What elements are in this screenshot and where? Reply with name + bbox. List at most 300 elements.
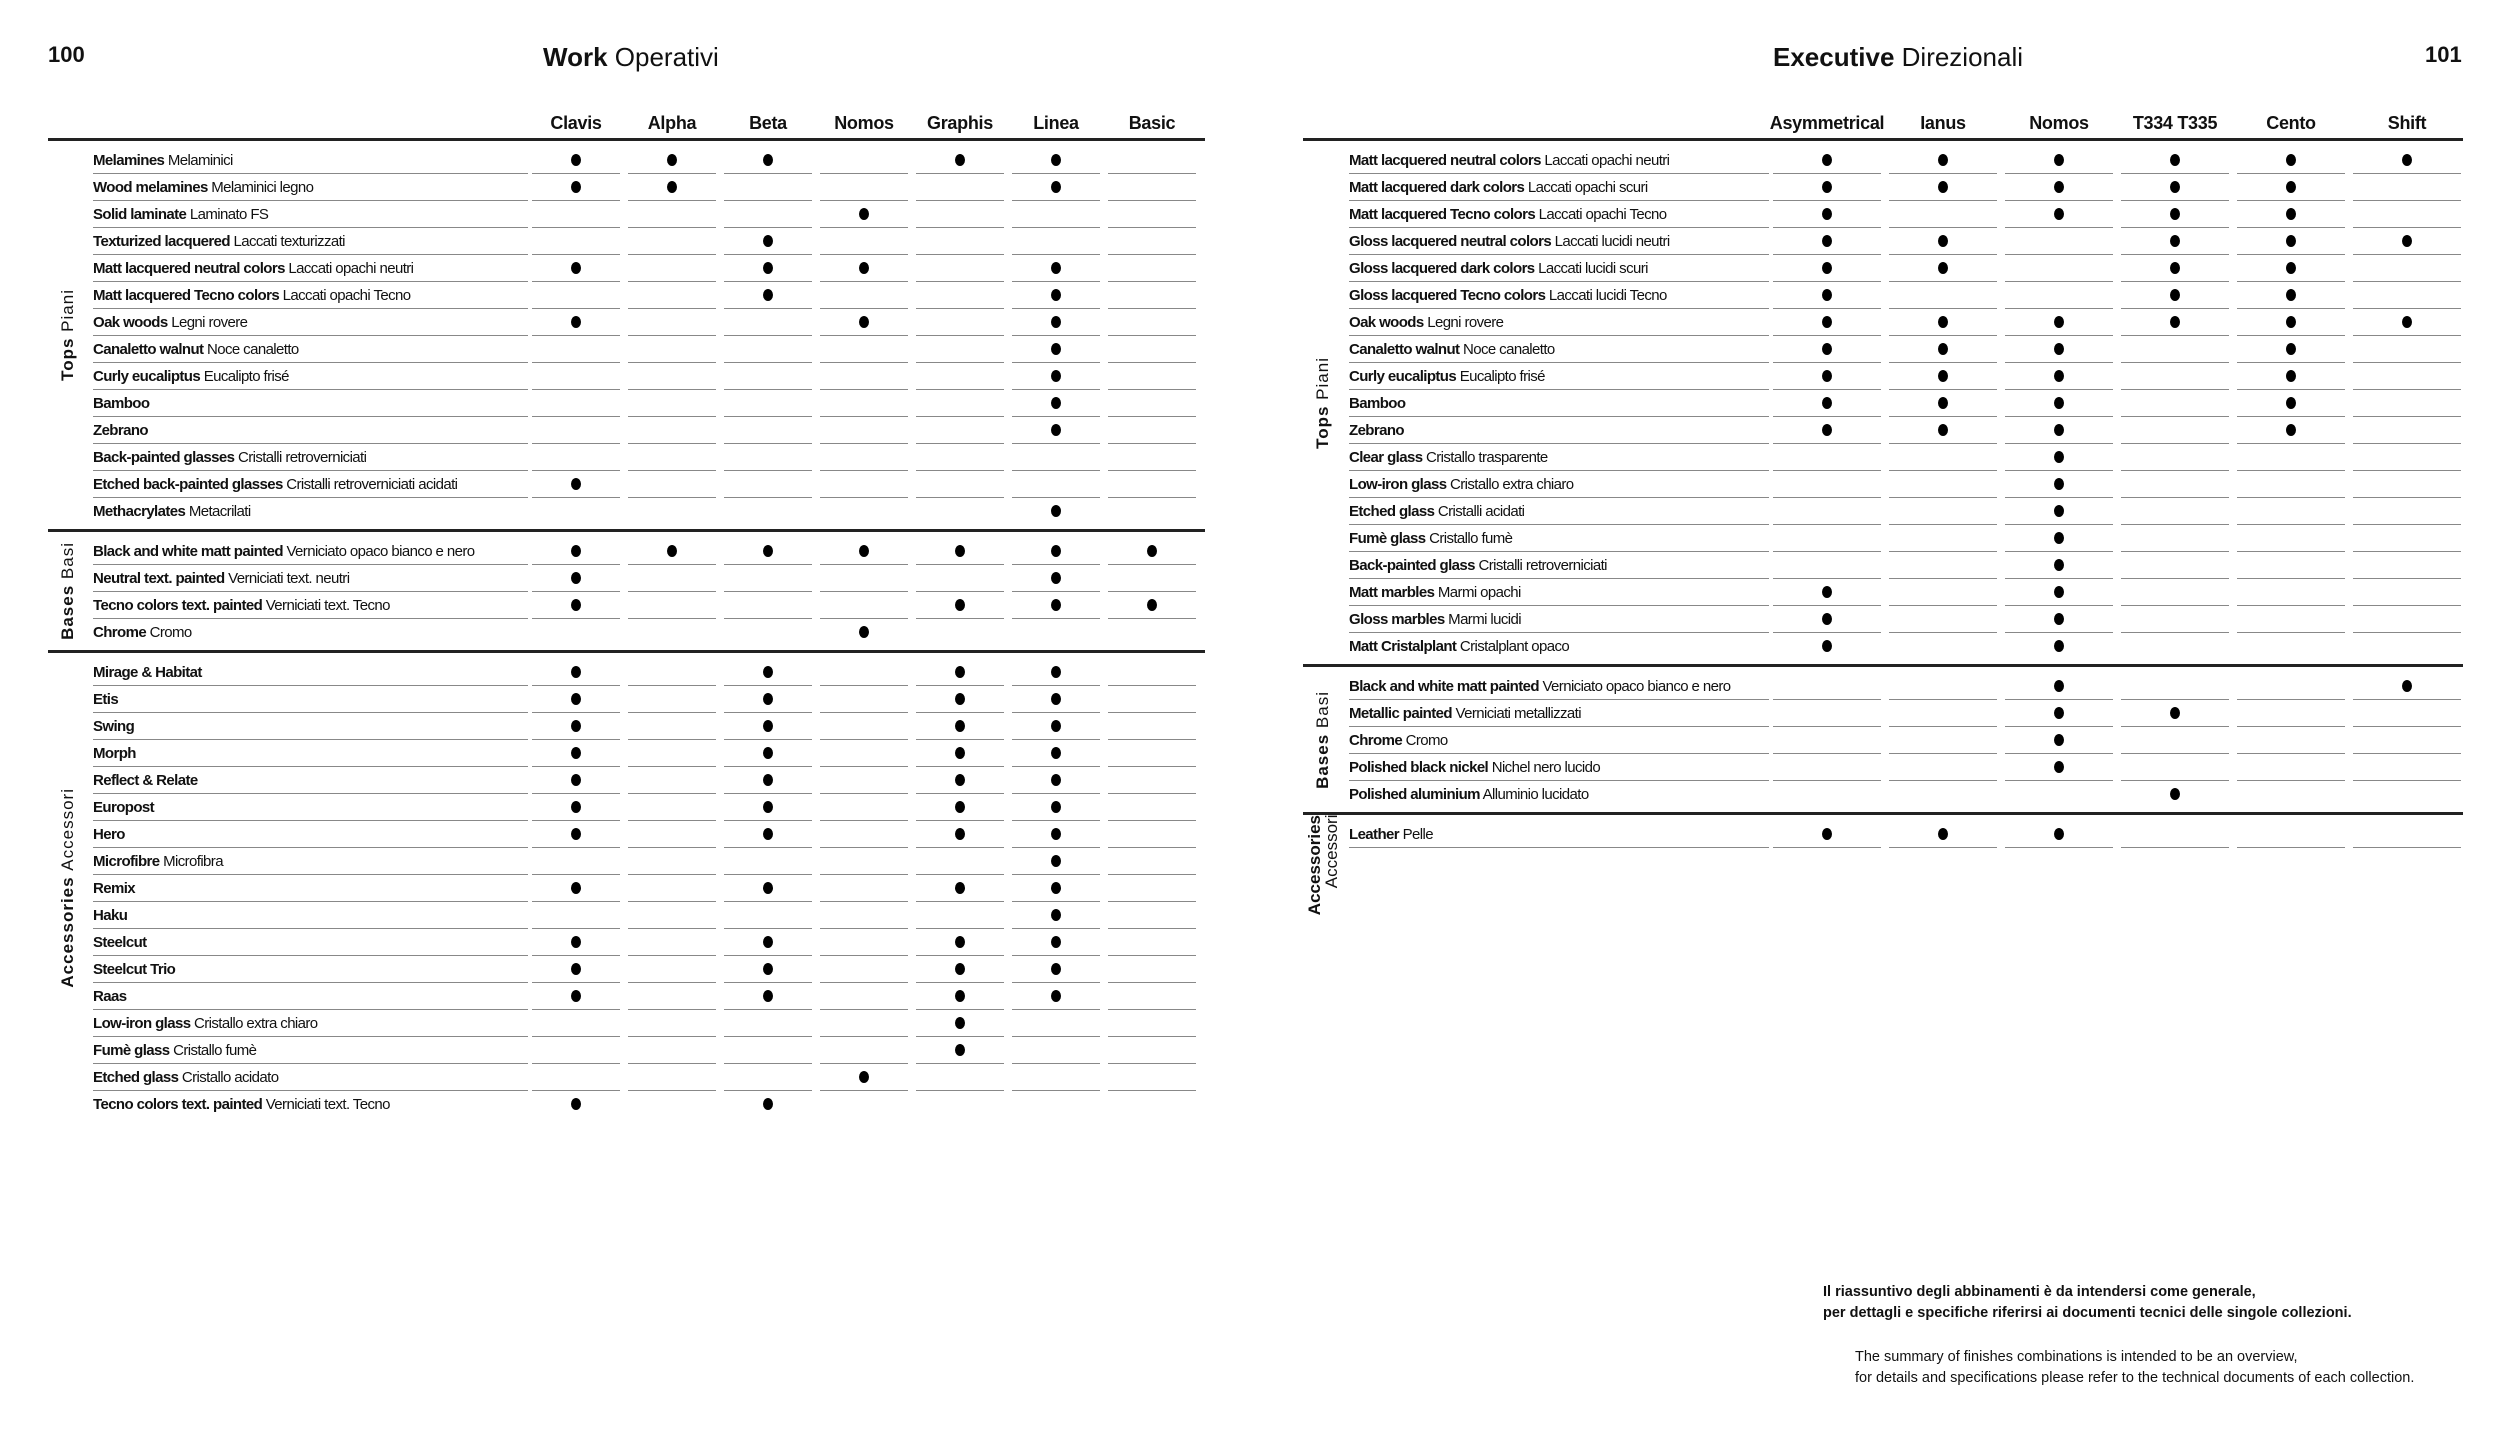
availability-cell <box>820 538 908 565</box>
available-dot-icon <box>859 545 869 557</box>
availability-cell <box>2237 228 2345 255</box>
available-dot-icon <box>571 990 581 1002</box>
table-row <box>48 956 1205 983</box>
section-label-en: Tops <box>58 337 77 381</box>
finish-name <box>93 201 528 228</box>
table-row <box>48 659 1205 686</box>
availability-cell <box>2237 417 2345 444</box>
availability-cell <box>2121 363 2229 390</box>
availability-cell <box>532 848 620 875</box>
available-dot-icon <box>2170 181 2180 193</box>
finish-name-en: Matt lacquered dark colors <box>1349 179 1525 196</box>
availability-cell <box>1108 390 1196 417</box>
availability-cell <box>2005 282 2113 309</box>
finish-name-en: Gloss lacquered dark colors <box>1349 260 1535 277</box>
available-dot-icon <box>2054 451 2064 463</box>
availability-cell <box>628 1010 716 1037</box>
availability-cell <box>1012 902 1100 929</box>
available-dot-icon <box>1051 424 1061 436</box>
availability-cell <box>2005 471 2113 498</box>
finish-name-en: Steelcut Trio <box>93 961 176 978</box>
availability-cell <box>916 619 1004 646</box>
finish-name <box>93 363 528 390</box>
availability-cell <box>2121 417 2229 444</box>
availability-cell <box>2005 633 2113 660</box>
availability-cell <box>820 147 908 174</box>
availability-cell <box>2237 673 2345 700</box>
finish-name-en: Matt Cristalplant <box>1349 638 1457 655</box>
availability-cell <box>1108 201 1196 228</box>
availability-cell <box>820 659 908 686</box>
column-header: Cento <box>2266 112 2316 133</box>
availability-cell <box>1012 174 1100 201</box>
finish-name-en: Curly eucaliptus <box>1349 368 1457 385</box>
availability-cell <box>1773 174 1881 201</box>
availability-cell <box>628 498 716 525</box>
table-row <box>48 390 1205 417</box>
availability-cell <box>532 255 620 282</box>
availability-cell <box>628 875 716 902</box>
table-row <box>1303 255 2465 282</box>
finish-name-en: Polished aluminium <box>1349 786 1480 803</box>
table-row <box>48 336 1205 363</box>
available-dot-icon <box>2054 154 2064 166</box>
table-row <box>1303 417 2465 444</box>
availability-cell <box>820 848 908 875</box>
availability-cell <box>820 201 908 228</box>
table-row <box>1303 363 2465 390</box>
available-dot-icon <box>2286 424 2296 436</box>
availability-cell <box>532 767 620 794</box>
available-dot-icon <box>955 882 965 894</box>
available-dot-icon <box>667 181 677 193</box>
finish-name <box>93 1037 528 1064</box>
finish-name-en: Matt lacquered neutral colors <box>1349 152 1541 169</box>
availability-cell <box>2005 821 2113 848</box>
section-label-text <box>58 788 78 988</box>
availability-cell <box>2237 606 2345 633</box>
available-dot-icon <box>2054 370 2064 382</box>
available-dot-icon <box>1051 774 1061 786</box>
available-dot-icon <box>571 154 581 166</box>
page-title-right <box>1773 42 2023 73</box>
availability-cell <box>532 686 620 713</box>
table-row <box>48 282 1205 309</box>
availability-cell <box>1012 659 1100 686</box>
finish-name <box>1349 579 1769 606</box>
availability-cell <box>532 471 620 498</box>
finish-name-en: Mirage & Habitat <box>93 664 202 681</box>
availability-cell <box>628 255 716 282</box>
available-dot-icon <box>2170 154 2180 166</box>
availability-cell <box>1012 282 1100 309</box>
table-row <box>48 767 1205 794</box>
table-row <box>1303 471 2465 498</box>
availability-cell <box>532 929 620 956</box>
finish-name-it: Laccati opachi neutri <box>288 260 414 277</box>
availability-cell <box>724 848 812 875</box>
availability-cell <box>2121 673 2229 700</box>
availability-cell <box>2005 147 2113 174</box>
availability-cell <box>2005 781 2113 808</box>
available-dot-icon <box>763 936 773 948</box>
title-bold: Work <box>543 42 608 72</box>
section-label-en: Bases <box>58 584 77 640</box>
availability-cell <box>1889 336 1997 363</box>
finish-name-en: Black and white matt painted <box>1349 678 1539 695</box>
available-dot-icon <box>1822 586 1832 598</box>
available-dot-icon <box>763 235 773 247</box>
availability-cell <box>820 767 908 794</box>
finish-name-en: Europost <box>93 799 155 816</box>
availability-cell <box>628 565 716 592</box>
finish-name <box>93 592 528 619</box>
table-row <box>48 309 1205 336</box>
availability-cell <box>532 538 620 565</box>
available-dot-icon <box>2170 262 2180 274</box>
availability-cell <box>2121 821 2229 848</box>
available-dot-icon <box>1938 828 1948 840</box>
available-dot-icon <box>859 316 869 328</box>
table-row <box>1303 700 2465 727</box>
availability-cell <box>1012 686 1100 713</box>
available-dot-icon <box>571 666 581 678</box>
availability-cell <box>724 471 812 498</box>
finish-name-en: Melamines <box>93 152 165 169</box>
availability-cell <box>2353 309 2461 336</box>
availability-cell <box>724 336 812 363</box>
finish-name-it: Cristallo extra chiaro <box>194 1015 318 1032</box>
finish-name-en: Hero <box>93 826 125 843</box>
finish-name-en: Back-painted glass <box>1349 557 1475 574</box>
availability-cell <box>1773 606 1881 633</box>
availability-cell <box>724 174 812 201</box>
table-row <box>48 1037 1205 1064</box>
availability-cell <box>820 309 908 336</box>
availability-cell <box>1773 417 1881 444</box>
finish-name-it: Laccati texturizzati <box>233 233 345 250</box>
availability-cell <box>1012 201 1100 228</box>
available-dot-icon <box>571 720 581 732</box>
table-row <box>48 1010 1205 1037</box>
finishes-table-work <box>48 108 1205 1122</box>
available-dot-icon <box>2170 235 2180 247</box>
availability-cell <box>724 767 812 794</box>
availability-cell <box>628 538 716 565</box>
table-row <box>48 848 1205 875</box>
available-dot-icon <box>571 572 581 584</box>
availability-cell <box>820 255 908 282</box>
availability-cell <box>628 336 716 363</box>
section-piani <box>1303 141 2463 667</box>
section-label <box>1303 141 1343 664</box>
availability-cell <box>2237 727 2345 754</box>
available-dot-icon <box>1051 963 1061 975</box>
availability-cell <box>1773 498 1881 525</box>
availability-cell <box>1012 309 1100 336</box>
available-dot-icon <box>571 316 581 328</box>
table-row <box>48 538 1205 565</box>
availability-cell <box>916 794 1004 821</box>
section-label <box>48 532 88 650</box>
availability-cell <box>628 309 716 336</box>
availability-cell <box>1108 767 1196 794</box>
availability-cell <box>1012 417 1100 444</box>
availability-cell <box>916 471 1004 498</box>
finish-name-en: Polished black nickel <box>1349 759 1489 776</box>
availability-cell <box>2121 390 2229 417</box>
availability-cell <box>532 228 620 255</box>
availability-cell <box>820 740 908 767</box>
availability-cell <box>628 686 716 713</box>
availability-cell <box>532 821 620 848</box>
note-line: The summary of finishes combinations is intended to be an overview, <box>1855 1349 2298 1365</box>
available-dot-icon <box>1822 613 1832 625</box>
table-row <box>1303 606 2465 633</box>
note-line: per dettagli e specifiche riferirsi ai documenti tecnici delle singole collezioni. <box>1823 1305 2352 1321</box>
availability-cell <box>628 767 716 794</box>
availability-cell <box>1108 686 1196 713</box>
availability-cell <box>1012 983 1100 1010</box>
availability-cell <box>1773 336 1881 363</box>
available-dot-icon <box>1822 424 1832 436</box>
available-dot-icon <box>2170 208 2180 220</box>
available-dot-icon <box>1051 262 1061 274</box>
finish-name-it: Cristallo fumè <box>1429 530 1513 547</box>
section-label-it: Basi <box>58 542 77 580</box>
finish-name-en: Etched glass <box>1349 503 1435 520</box>
available-dot-icon <box>955 545 965 557</box>
available-dot-icon <box>955 801 965 813</box>
available-dot-icon <box>571 693 581 705</box>
finish-name <box>1349 147 1769 174</box>
availability-cell <box>2237 700 2345 727</box>
available-dot-icon <box>1051 747 1061 759</box>
finish-name-it: Noce canaletto <box>207 341 299 358</box>
finish-name-en: Canaletto walnut <box>1349 341 1460 358</box>
availability-cell <box>916 444 1004 471</box>
finish-name <box>1349 606 1769 633</box>
availability-cell <box>916 767 1004 794</box>
section-label-it: Basi <box>1313 690 1332 728</box>
finish-name-en: Matt lacquered Tecno colors <box>1349 206 1536 223</box>
availability-cell <box>820 228 908 255</box>
finish-name-en: Leather <box>1349 826 1399 843</box>
available-dot-icon <box>1938 424 1948 436</box>
availability-cell <box>1889 781 1997 808</box>
finish-name-it: Cristalli retroverniciati <box>237 449 367 466</box>
availability-cell <box>2353 417 2461 444</box>
availability-cell <box>1012 1091 1100 1118</box>
page-number-right: 101 <box>2425 42 2462 67</box>
available-dot-icon <box>2054 478 2064 490</box>
availability-cell <box>820 444 908 471</box>
availability-cell <box>1108 875 1196 902</box>
availability-cell <box>1012 538 1100 565</box>
available-dot-icon <box>2286 370 2296 382</box>
availability-cell <box>628 592 716 619</box>
availability-cell <box>1773 579 1881 606</box>
available-dot-icon <box>859 626 869 638</box>
availability-cell <box>2005 498 2113 525</box>
availability-cell <box>1012 336 1100 363</box>
availability-cell <box>1012 875 1100 902</box>
finish-name-en: Neutral text. painted <box>93 570 225 587</box>
availability-cell <box>628 821 716 848</box>
availability-cell <box>628 929 716 956</box>
title-light: Operativi <box>614 42 719 72</box>
availability-cell <box>2237 552 2345 579</box>
available-dot-icon <box>571 545 581 557</box>
section-label-text <box>1306 815 1340 915</box>
availability-cell <box>2121 147 2229 174</box>
finish-name-en: Matt marbles <box>1349 584 1435 601</box>
availability-cell <box>916 565 1004 592</box>
finish-name-it: Verniciati metallizzati <box>1455 705 1581 722</box>
availability-cell <box>1108 147 1196 174</box>
availability-cell <box>820 1064 908 1091</box>
availability-cell <box>1012 390 1100 417</box>
available-dot-icon <box>955 936 965 948</box>
availability-cell <box>820 713 908 740</box>
available-dot-icon <box>1822 316 1832 328</box>
table-row <box>1303 821 2465 848</box>
availability-cell <box>2005 727 2113 754</box>
available-dot-icon <box>955 774 965 786</box>
availability-cell <box>1108 659 1196 686</box>
availability-cell <box>2353 700 2461 727</box>
availability-cell <box>2237 525 2345 552</box>
section-label-it: Piani <box>1313 356 1332 400</box>
availability-cell <box>2237 754 2345 781</box>
table-row <box>1303 390 2465 417</box>
available-dot-icon <box>1051 289 1061 301</box>
available-dot-icon <box>1051 370 1061 382</box>
availability-cell <box>1012 1064 1100 1091</box>
availability-cell <box>2237 579 2345 606</box>
availability-cell <box>1012 228 1100 255</box>
availability-cell <box>2353 444 2461 471</box>
availability-cell <box>820 282 908 309</box>
finish-name <box>1349 498 1769 525</box>
availability-cell <box>532 147 620 174</box>
availability-cell <box>1108 619 1196 646</box>
available-dot-icon <box>1051 572 1061 584</box>
available-dot-icon <box>2286 316 2296 328</box>
availability-cell <box>532 983 620 1010</box>
available-dot-icon <box>1938 397 1948 409</box>
availability-cell <box>1108 821 1196 848</box>
section-basi <box>1303 667 2463 815</box>
finish-name-en: Methacrylates <box>93 503 186 520</box>
finish-name-it: Laccati lucidi neutri <box>1554 233 1670 250</box>
finish-name-en: Clear glass <box>1349 449 1423 466</box>
availability-cell <box>724 444 812 471</box>
finish-name <box>93 538 528 565</box>
finish-name-en: Gloss marbles <box>1349 611 1445 628</box>
availability-cell <box>2237 390 2345 417</box>
finish-name-it: Alluminio lucidato <box>1482 786 1589 803</box>
finish-name-en: Zebrano <box>1349 422 1404 439</box>
available-dot-icon <box>1051 909 1061 921</box>
availability-cell <box>1889 471 1997 498</box>
finish-name-en: Tecno colors text. painted <box>93 597 263 614</box>
availability-cell <box>916 956 1004 983</box>
availability-cell <box>628 659 716 686</box>
finish-name <box>1349 727 1769 754</box>
finish-name <box>93 794 528 821</box>
availability-cell <box>820 983 908 1010</box>
availability-cell <box>2121 444 2229 471</box>
availability-cell <box>1773 781 1881 808</box>
available-dot-icon <box>859 262 869 274</box>
finish-name-it: Legni rovere <box>171 314 248 331</box>
finish-name-en: Tecno colors text. painted <box>93 1096 263 1113</box>
availability-cell <box>916 821 1004 848</box>
availability-cell <box>820 174 908 201</box>
availability-cell <box>532 956 620 983</box>
finish-name-it: Noce canaletto <box>1463 341 1555 358</box>
finish-name-en: Curly eucaliptus <box>93 368 201 385</box>
availability-cell <box>2237 471 2345 498</box>
available-dot-icon <box>763 828 773 840</box>
availability-cell <box>2237 147 2345 174</box>
available-dot-icon <box>1051 599 1061 611</box>
finish-name <box>1349 336 1769 363</box>
available-dot-icon <box>1051 693 1061 705</box>
availability-cell <box>1889 309 1997 336</box>
availability-cell <box>1889 255 1997 282</box>
availability-cell <box>532 363 620 390</box>
finish-name-en: Etched back-painted glasses <box>93 476 283 493</box>
available-dot-icon <box>2170 316 2180 328</box>
availability-cell <box>1773 552 1881 579</box>
availability-cell <box>2121 336 2229 363</box>
availability-cell <box>1012 444 1100 471</box>
availability-cell <box>2005 444 2113 471</box>
availability-cell <box>1889 525 1997 552</box>
availability-cell <box>724 228 812 255</box>
availability-cell <box>820 929 908 956</box>
available-dot-icon <box>2402 316 2412 328</box>
available-dot-icon <box>1051 666 1061 678</box>
finish-name <box>93 1010 528 1037</box>
availability-cell <box>1012 740 1100 767</box>
available-dot-icon <box>1822 397 1832 409</box>
availability-cell <box>2353 363 2461 390</box>
available-dot-icon <box>2402 154 2412 166</box>
available-dot-icon <box>763 774 773 786</box>
table-row <box>48 619 1205 646</box>
section-label-en: Accessories <box>1305 815 1324 916</box>
finish-name-it: Cromo <box>1405 732 1448 749</box>
available-dot-icon <box>2286 154 2296 166</box>
finish-name-en: Texturized lacquered <box>93 233 230 250</box>
available-dot-icon <box>2286 289 2296 301</box>
availability-cell <box>2237 309 2345 336</box>
finish-name-en: Reflect & Relate <box>93 772 198 789</box>
availability-cell <box>532 390 620 417</box>
finish-name-it: Cristallo fumè <box>173 1042 257 1059</box>
availability-cell <box>916 848 1004 875</box>
availability-cell <box>532 1064 620 1091</box>
finish-name-it: Cristalli retroverniciati <box>1478 557 1607 574</box>
finish-name-it: Laccati opachi neutri <box>1544 152 1670 169</box>
availability-cell <box>1012 821 1100 848</box>
availability-cell <box>916 659 1004 686</box>
availability-cell <box>916 255 1004 282</box>
available-dot-icon <box>2054 680 2064 692</box>
